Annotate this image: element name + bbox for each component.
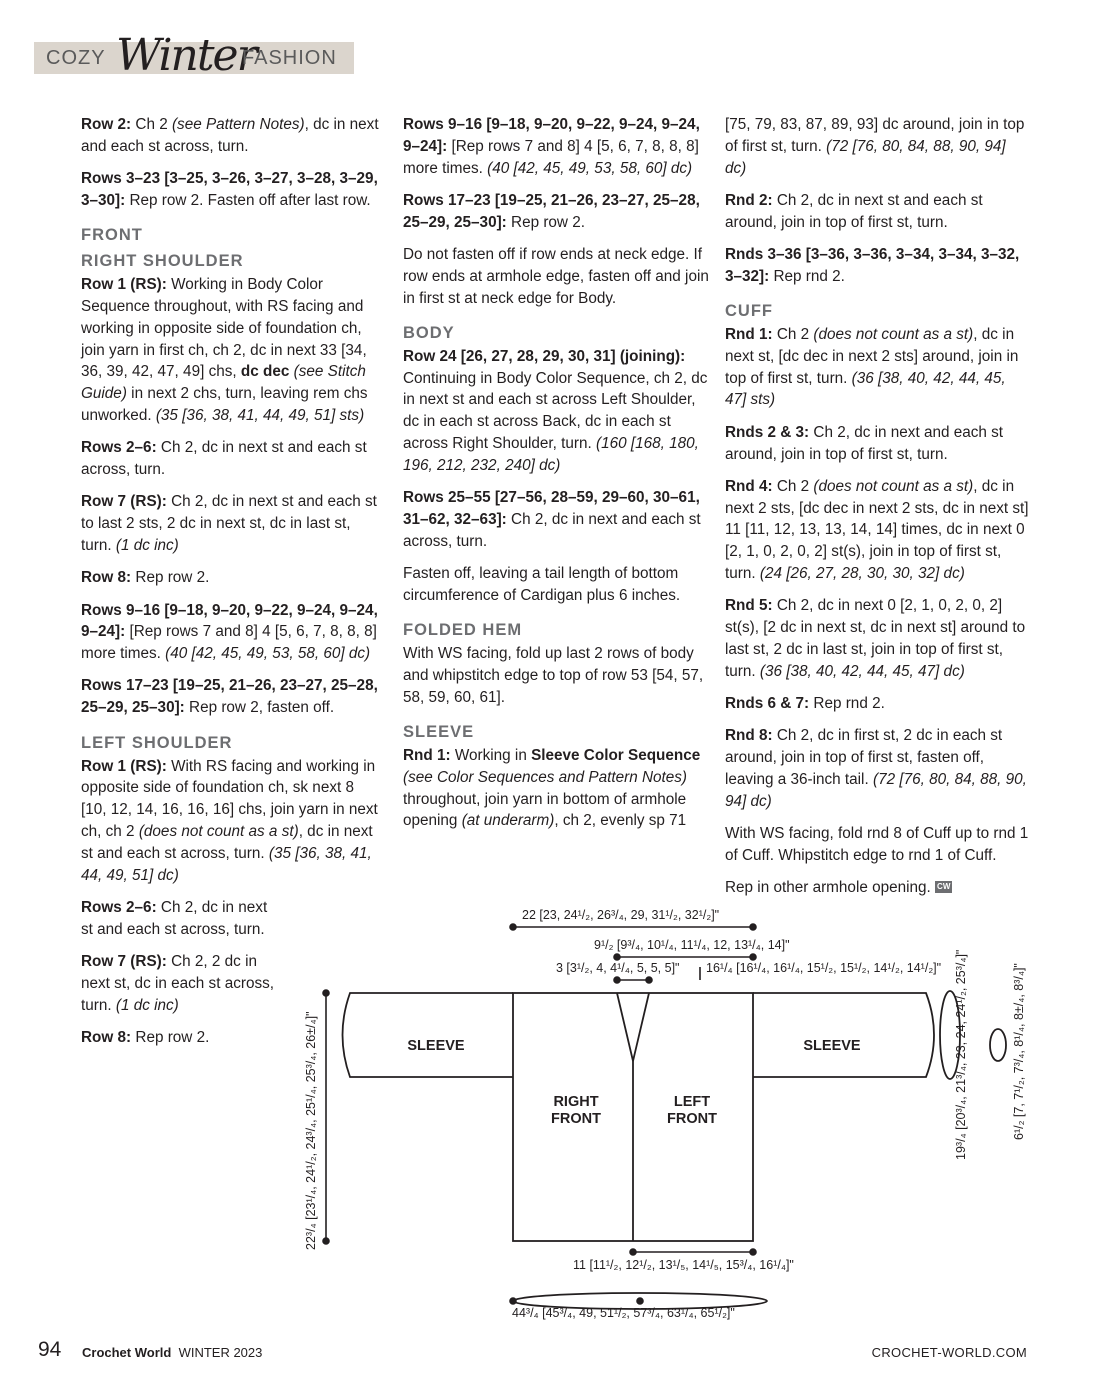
schematic-diagram <box>300 895 1060 1335</box>
cuff-rnd1-instruction: Rnd 1: Ch 2 (does not count as a st), dc in next st, [dc dec in next 2 sts] around, join in top of first st, turn. (36 [38, 40, 42, 44, 45, 47] sts) <box>725 326 1019 409</box>
row2-instruction: Row 2: Ch 2 (see Pattern Notes), dc in next and each st across, turn. <box>81 116 379 155</box>
banner-winter: Winter <box>116 30 256 81</box>
rs-row8-instruction: Row 8: Rep row 2. <box>81 569 210 587</box>
banner-fashion: FASHION <box>242 47 337 69</box>
length-label: 22³/₄ [23¹/₄, 24¹/₂, 24³/₄, 25¹/₄, 25³/₄, 26±/₄]" <box>304 1011 318 1250</box>
banner-cozy: COZY <box>46 47 106 69</box>
front-heading: FRONT <box>81 226 143 245</box>
row24-instruction: Row 24 [26, 27, 28, 29, 30, 31] (joining): Continuing in Body Color Sequence, ch 2, dc in next st and each st across Left Shoulder, dc in each st across Back, dc in each st across Right Shoulder, turn. (160 [168, 180, 196, 212, 232, 240] dc) <box>403 347 708 474</box>
shoulder-width-label: 9¹/₂ [9³/₄, 10¹/₄, 11¹/₄, 12, 13¹/₄, 14]" <box>594 938 790 952</box>
neck-edge-note: Do not fasten off if row ends at neck edge. If row ends at armhole edge, fasten off and join in first st at neck edge for Body. <box>403 245 709 307</box>
left-shoulder-heading: LEFT SHOULDER <box>81 733 233 752</box>
sleeve-length-label: 16¹/₄ [16¹/₄, 16¹/₄, 15¹/₂, 15¹/₂, 14¹/₂, 14¹/₂]" <box>706 961 942 975</box>
ls-row8-instruction: Row 8: Rep row 2. <box>81 1028 210 1046</box>
rs-rows17-23-instruction: Rows 17–23 [19–25, 21–26, 23–27, 25–28, 25–29, 25–30]: Rep row 2, fasten off. <box>81 677 378 717</box>
sleeve-rnd1-continued: [75, 79, 83, 87, 89, 93] dc around, join in top of first st, turn. (72 [76, 80, 84, 88, 90, 94] dc) <box>725 116 1025 177</box>
website-link[interactable]: CROCHET-WORLD.COM <box>871 1345 1027 1360</box>
front-width-label: 11 [11¹/₂, 12¹/₂, 13¹/₅, 14¹/₅, 15³/₄, 16¹/₄]" <box>573 1258 794 1272</box>
cuff-rnd4-instruction: Rnd 4: Ch 2 (does not count as a st), dc in next 2 sts, [dc dec in next 2 sts, dc in next st] 11 [11, 12, 13, 13, 14, 14] times, dc in next 0 [2, 1, 0, 2, 0, 2] st(s), join in top of first st, turn. (24 [26, 27, 28, 30, 30, 32] dc) <box>725 477 1029 583</box>
top-width-label: 22 [23, 24¹/₂, 26³/₄, 29, 31¹/₂, 32¹/₂]" <box>522 908 720 922</box>
repeat-instruction: Rep in other armhole opening. CW <box>725 879 951 897</box>
rs-row7-instruction: Row 7 (RS): Ch 2, dc in next st and each st to last 2 sts, 2 dc in next st, dc in last st, turn. (1 dc inc) <box>81 493 377 554</box>
ls-rows2-6-instruction: Rows 2–6: Ch 2, dc in next st and each st across, turn. <box>81 898 268 938</box>
magazine-issue: Crochet World WINTER 2023 <box>82 1345 263 1360</box>
sleeve-heading: SLEEVE <box>403 723 475 742</box>
right-sleeve-shape <box>753 993 934 1077</box>
rows17-23-instruction: Rows 17–23 [19–25, 21–26, 23–27, 25–28, 25–29, 25–30]: Rep row 2. <box>403 191 700 231</box>
rows25-55-instruction: Rows 25–55 [27–56, 28–59, 29–60, 30–61, 31–62, 32–63]: Ch 2, dc in next and each st across, turn. <box>403 489 701 550</box>
rows9-16-instruction: Rows 9–16 [9–18, 9–20, 9–22, 9–24, 9–24, 9–24]: [Rep rows 7 and 8] 4 [5, 6, 7, 8, 8, 8] more times. (40 [42, 45, 49, 53, 58, 60] dc) <box>403 116 700 177</box>
cuff-fold-instruction: With WS facing, fold rnd 8 of Cuff up to rnd 1 of Cuff. Whipstitch edge to rnd 1 of Cuff. <box>725 825 1029 864</box>
sleeve-circumference-label: 19³/₄ [20³/₄, 21³/₄, 23, 24, 24¹/₂, 25³/₄]" <box>954 949 968 1160</box>
folded-hem-heading: FOLDED HEM <box>403 621 523 640</box>
right-sleeve-label: SLEEVE <box>803 1038 861 1054</box>
end-mark-icon: CW <box>937 882 951 892</box>
sleeve-rnd2-instruction: Rnd 2: Ch 2, dc in next st and each st around, join in top of first st, turn. <box>725 191 983 231</box>
body-heading: BODY <box>403 323 455 342</box>
cuff-rnd8-instruction: Rnd 8: Ch 2, dc in first st, 2 dc in each st around, join in top of first st, fasten off, leaving a 36-inch tail. (72 [76, 80, 84, 88, 90, 94] dc) <box>725 727 1027 810</box>
cuff-rnds2-3-instruction: Rnds 2 & 3: Ch 2, dc in next and each st around, join in top of first st, turn. <box>725 423 1004 463</box>
sleeve-rnds3-36-instruction: Rnds 3–36 [3–36, 3–36, 3–34, 3–34, 3–32, 3–32]: Rep rnd 2. <box>725 245 1020 285</box>
bottom-circumference-label: 44³/₄ [45³/₄, 49, 51¹/₂, 57³/₄, 63¹/₄, 65¹/₂]" <box>512 1306 735 1320</box>
right-front-label: RIGHT FRONT <box>551 1094 601 1127</box>
neckline-shape <box>617 993 649 1061</box>
section-banner <box>34 30 354 81</box>
cuff-heading: CUFF <box>725 302 773 321</box>
cuff-circumference-label: 6¹/₂ [7, 7¹/₂, 7³/₄, 8¹/₄, 8±/₄, 8³/₄]" <box>1012 963 1026 1140</box>
right-shoulder-heading: RIGHT SHOULDER <box>81 252 244 271</box>
fasten-off-note: Fasten off, leaving a tail length of bottom circumference of Cardigan plus 6 inches. <box>403 565 681 604</box>
cuff-rnd5-instruction: Rnd 5: Ch 2, dc in next 0 [2, 1, 0, 2, 0, 2] st(s), [2 dc in next st, dc in next st] around to last st, 2 dc in last st, join in top of first st, turn. (36 [38, 40, 42, 44, 45, 47] dc) <box>725 597 1026 680</box>
page-number: 94 <box>38 1338 62 1361</box>
rows3-23-instruction: Rows 3–23 [3–25, 3–26, 3–27, 3–28, 3–29, 3–30]: Rep row 2. Fasten off after last row. <box>81 170 378 209</box>
left-sleeve-shape <box>343 993 514 1077</box>
rs-row1-instruction: Row 1 (RS): Working in Body Color Sequence throughout, with RS facing and working in opposite side of foundation ch, join yarn in first ch, ch 2, dc in next 33 [34, 36, 39, 42, 47, 49] chs, dc dec (see Stitch Guide) in next 2 chs, turn, leaving rem chs unworked. (35 [36, 38, 41, 44, 49, 51] sts) <box>81 276 368 424</box>
ls-row7-instruction: Row 7 (RS): Ch 2, 2 dc in next st, dc in each st across, turn. (1 dc inc) <box>81 952 274 1014</box>
column-3 <box>725 114 1031 909</box>
left-front-label: LEFT FRONT <box>667 1094 717 1127</box>
rs-rows9-16-instruction: Rows 9–16 [9–18, 9–20, 9–22, 9–24, 9–24, 9–24]: [Rep rows 7 and 8] 4 [5, 6, 7, 8, 8, 8] more times. (40 [42, 45, 49, 53, 58, 60] dc) <box>81 601 378 663</box>
rs-rows2-6-instruction: Rows 2–6: Ch 2, dc in next st and each st across, turn. <box>81 439 367 479</box>
cuff-ellipse <box>990 1029 1006 1061</box>
sleeve-rnd1-instruction: Rnd 1: Working in Sleeve Color Sequence (see Color Sequences and Pattern Notes) throughout, join yarn in bottom of armhole opening (at underarm), ch 2, evenly sp 71 <box>403 747 701 830</box>
column-2 <box>403 114 709 843</box>
folded-hem-instruction: With WS facing, fold up last 2 rows of body and whipstitch edge to top of row 53 [54, 57, 58, 59, 60, 61]. <box>403 645 704 706</box>
ls-row1-instruction: Row 1 (RS): With RS facing and working in opposite side of foundation ch, sk next 8 [10, 12, 14, 16, 16, 16] chs, join yarn in next ch, ch 2 (does not count as a st), dc in next st and each st across, turn. (35 [36, 38, 41, 44, 49, 51] dc) <box>81 757 378 884</box>
left-sleeve-label: SLEEVE <box>407 1038 465 1054</box>
neck-width-label: 3 [3¹/₂, 4, 4¹/₄, 5, 5, 5]" <box>556 961 680 975</box>
cuff-rnds6-7-instruction: Rnds 6 & 7: Rep rnd 2. <box>725 695 885 713</box>
